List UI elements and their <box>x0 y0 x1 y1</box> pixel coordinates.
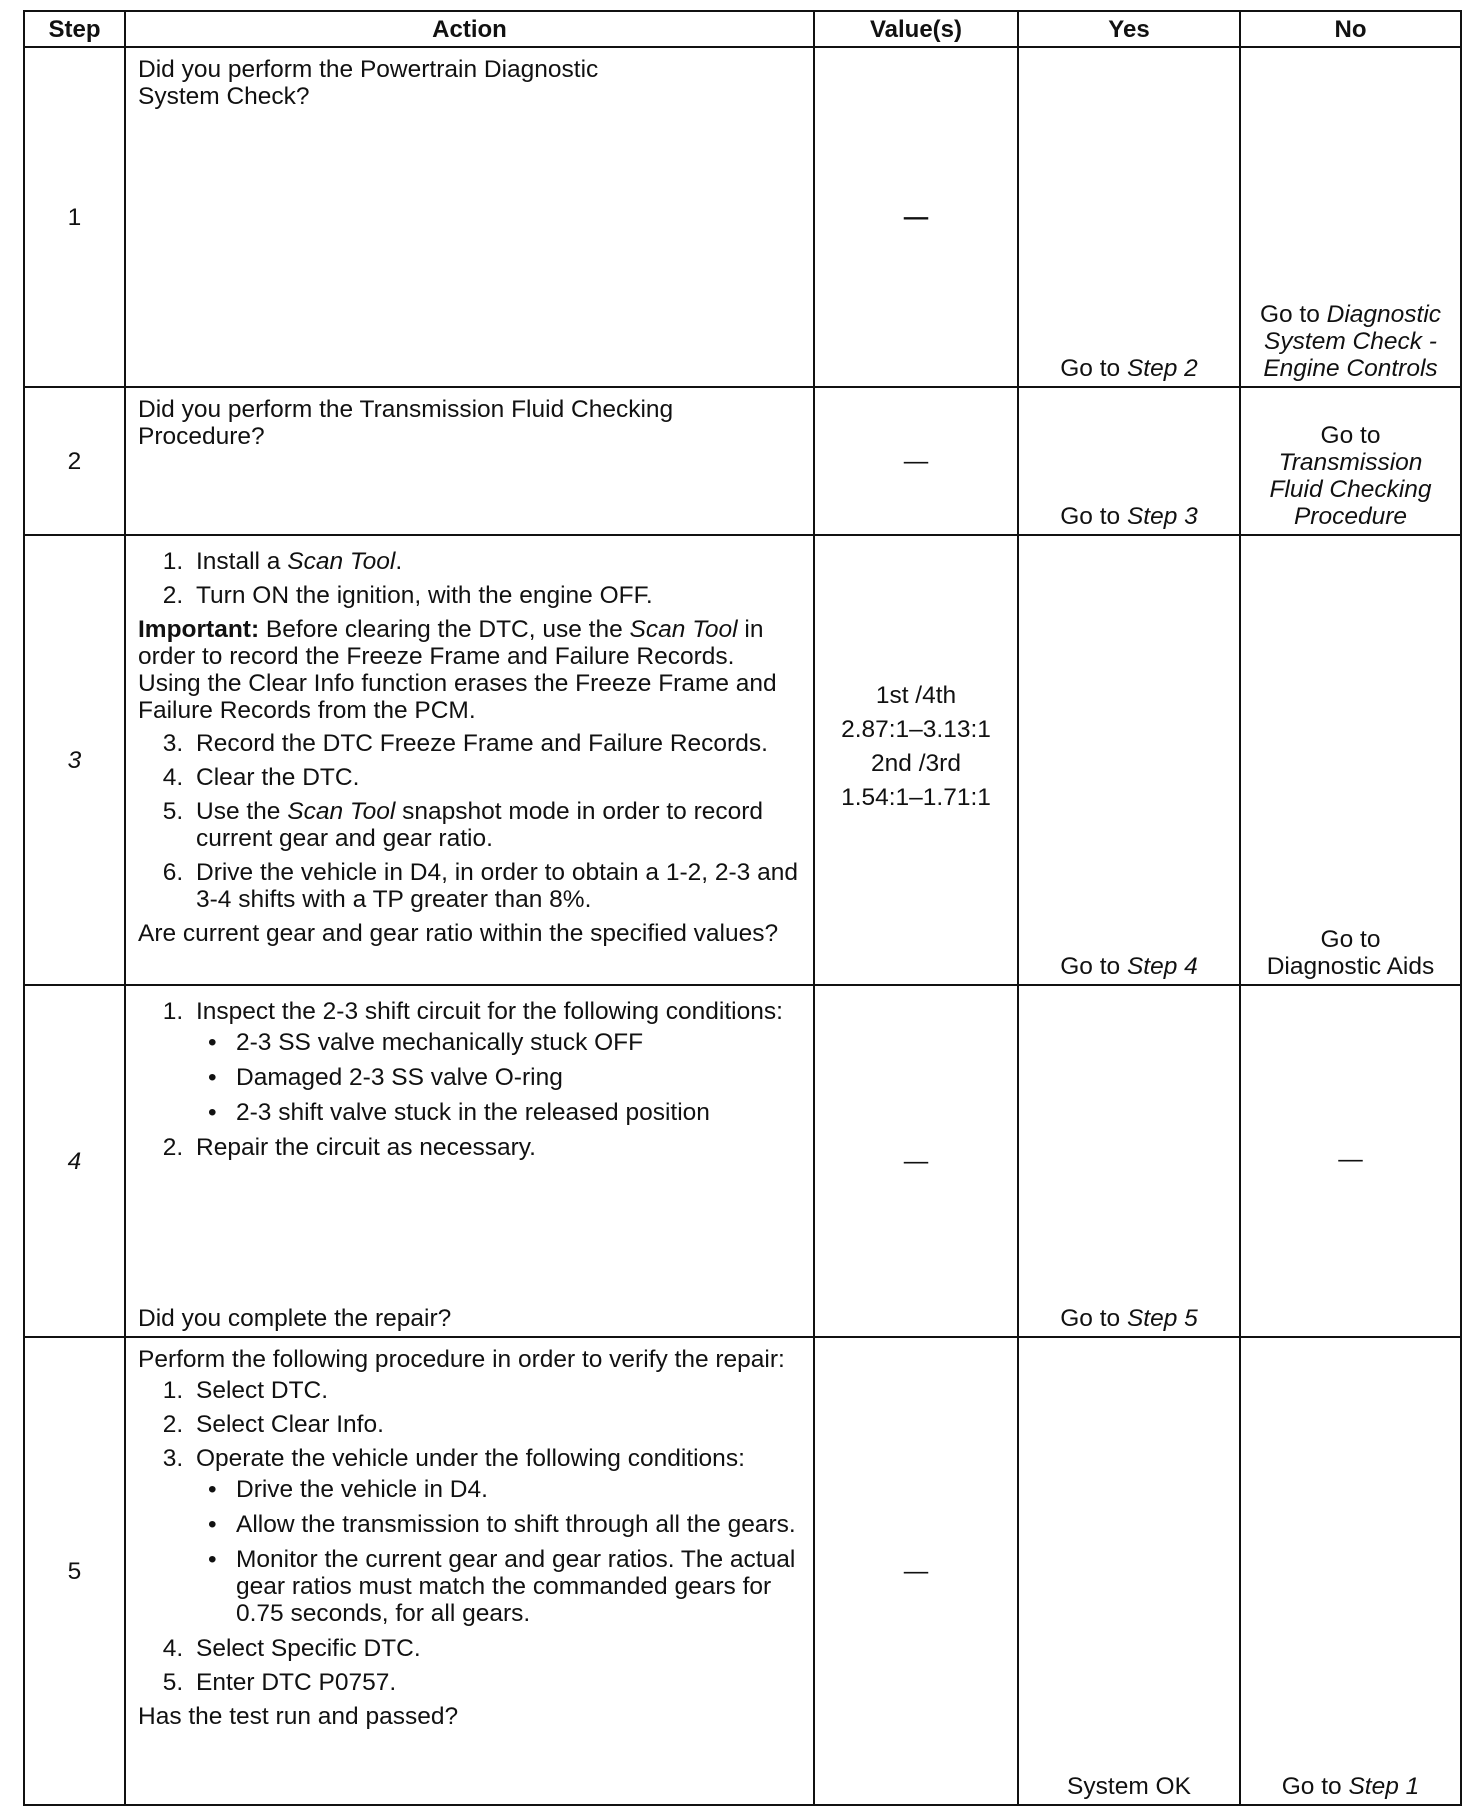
value-cell <box>814 387 1018 535</box>
value-cell <box>814 985 1018 1337</box>
list-item: 2. Select Clear Info. <box>190 1411 803 1438</box>
no-text[interactable]: Go to Step 1 <box>1281 1773 1420 1800</box>
list-item: 6. Drive the vehicle in D4, in order to obtain a 1-2, 2-3 and 3-4 shifts with a TP greater than 8%. <box>190 859 803 913</box>
no-cell <box>1240 1337 1461 1805</box>
header-step: Step <box>24 11 125 47</box>
action-cell <box>125 535 814 985</box>
step-link: Step 3 <box>1126 503 1198 530</box>
yes-text[interactable]: System OK <box>1067 1773 1191 1800</box>
list-item: 5. Use the Scan Tool snapshot mode in order to record current gear and gear ratio. <box>190 798 803 852</box>
no-cell <box>1240 47 1461 387</box>
list-item: 1. Inspect the 2-3 shift circuit for the following conditions: • 2-3 SS valve mechanically stuck OFF • Damaged 2-3 SS valve O-ring • 2-3 shift valve stuck in the released position <box>190 998 803 1126</box>
procedure-list <box>138 548 803 609</box>
value-cell <box>814 47 1018 387</box>
yes-text[interactable]: Go to Step 2 <box>1060 355 1198 382</box>
table-row-step-2 <box>24 387 1461 535</box>
list-item: 1. Select DTC. <box>190 1377 803 1404</box>
question-text: Did you complete the repair? <box>138 1305 452 1332</box>
step-link: Step 2 <box>1126 355 1198 382</box>
step-number: 5 <box>24 1337 125 1805</box>
intro-text: Perform the following procedure in order to verify the repair: <box>138 1346 785 1373</box>
action-cell <box>125 387 814 535</box>
list-item: • Drive the vehicle in D4. <box>230 1476 803 1503</box>
diagnostic-table <box>23 10 1462 1806</box>
value-dash: — <box>903 447 929 475</box>
header-action: Action <box>125 11 814 47</box>
step-link: Step 5 <box>1126 1305 1198 1332</box>
no-dash: — <box>1338 1145 1363 1173</box>
yes-cell <box>1018 47 1240 387</box>
gear-ratio-values: 1st /4th 2.87:1–3.13:1 2nd /3rd 1.54:1–1.71:1 <box>841 682 991 811</box>
procedure-list <box>138 1377 803 1696</box>
header-yes: Yes <box>1018 11 1240 47</box>
value-dash: — <box>903 1147 929 1175</box>
value-cell <box>814 1337 1018 1805</box>
yes-text[interactable]: Go to Step 5 <box>1060 1305 1198 1332</box>
step-number: 4 <box>24 985 125 1337</box>
question-text: Did you perform the Transmission Fluid Checking Procedure? <box>138 396 674 450</box>
no-text[interactable]: Go to Diagnostic System Check - Engine Controls <box>1259 301 1442 382</box>
step-number: 1 <box>24 47 125 387</box>
condition-list <box>196 1029 803 1126</box>
yes-cell <box>1018 535 1240 985</box>
list-item: • 2-3 SS valve mechanically stuck OFF <box>230 1029 803 1056</box>
yes-cell <box>1018 387 1240 535</box>
table-row-step-3 <box>24 535 1461 985</box>
action-cell <box>125 47 814 387</box>
header-no: No <box>1240 11 1461 47</box>
question-text: Has the test run and passed? <box>138 1703 459 1730</box>
important-note: Important: Before clearing the DTC, use the Scan Tool in order to record the Freeze Frame and Failure Records. Using the Clear Info function erases the Freeze Frame and Failure Records from the PCM. <box>138 616 777 724</box>
list-item: • Allow the transmission to shift through all the gears. <box>230 1511 803 1538</box>
yes-cell <box>1018 985 1240 1337</box>
yes-text[interactable]: Go to Step 3 <box>1060 503 1198 530</box>
step-number: 3 <box>24 535 125 985</box>
header-values: Value(s) <box>814 11 1018 47</box>
list-item: 3. Operate the vehicle under the following conditions: • Drive the vehicle in D4. • Allow the transmission to shift through all the gears. • Monitor the current gear and gear ratios. The actual gear ratios must match the commanded gears for 0.75 seconds, for all gears. <box>190 1445 803 1627</box>
list-item: • 2-3 shift valve stuck in the released position <box>230 1099 803 1126</box>
list-item: 5. Enter DTC P0757. <box>190 1669 803 1696</box>
no-text[interactable]: Go to Diagnostic Aids <box>1266 926 1435 980</box>
step-number: 2 <box>24 387 125 535</box>
no-cell <box>1240 985 1461 1337</box>
yes-cell <box>1018 1337 1240 1805</box>
table-row-step-4 <box>24 985 1461 1337</box>
condition-list <box>196 1476 803 1627</box>
list-item: 4. Select Specific DTC. <box>190 1635 803 1662</box>
action-cell <box>125 1337 814 1805</box>
header-row <box>24 11 1461 47</box>
no-cell <box>1240 535 1461 985</box>
question-text: Are current gear and gear ratio within the specified values? <box>138 920 779 947</box>
value-dash: — <box>903 1557 929 1585</box>
value-cell <box>814 535 1018 985</box>
yes-text[interactable]: Go to Step 4 <box>1060 953 1198 980</box>
list-item: • Monitor the current gear and gear ratios. The actual gear ratios must match the commanded gears for 0.75 seconds, for all gears. <box>230 1546 803 1627</box>
list-item: • Damaged 2-3 SS valve O-ring <box>230 1064 803 1091</box>
step-link: Step 1 <box>1348 1773 1420 1800</box>
list-item: 2. Turn ON the ignition, with the engine OFF. <box>190 582 803 609</box>
procedure-list <box>138 730 803 913</box>
action-cell <box>125 985 814 1337</box>
list-item: 4. Clear the DTC. <box>190 764 803 791</box>
procedure-list <box>138 994 803 1168</box>
no-cell <box>1240 387 1461 535</box>
step-link: Step 4 <box>1126 953 1198 980</box>
list-item: 1. Install a Scan Tool. <box>190 548 803 575</box>
question-text: Did you perform the Powertrain Diagnostic System Check? <box>138 56 599 110</box>
list-item: 2. Repair the circuit as necessary. <box>190 1134 803 1161</box>
table-row-step-1 <box>24 47 1461 387</box>
list-item: 3. Record the DTC Freeze Frame and Failure Records. <box>190 730 803 757</box>
table-row-step-5 <box>24 1337 1461 1805</box>
no-text[interactable]: Go to Transmission Fluid Checking Procedure <box>1269 422 1432 530</box>
value-dash: — <box>903 203 929 231</box>
